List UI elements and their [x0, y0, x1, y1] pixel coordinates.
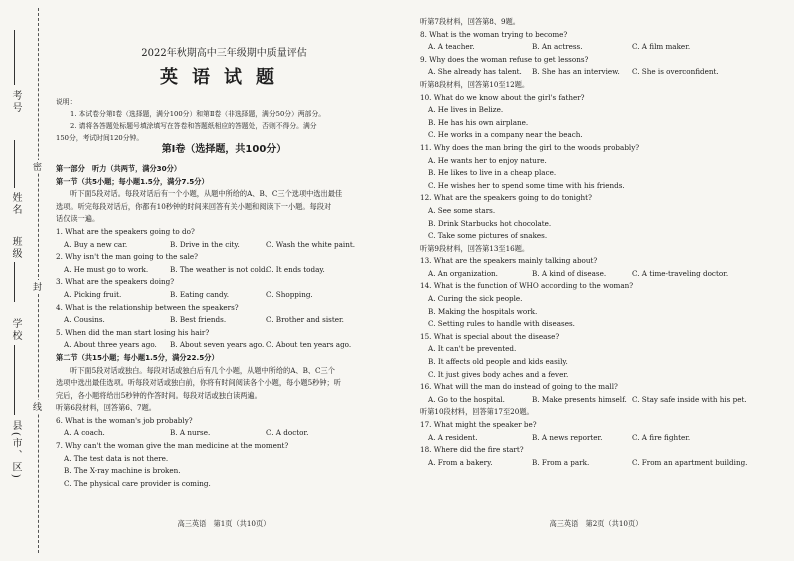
option-line: C. Take some pictures of snakes. [428, 231, 548, 241]
option-line: C. He works in a company near the beach. [428, 130, 583, 140]
county-label: 县(市、区) [10, 420, 21, 480]
name-label: 姓名 [10, 192, 21, 216]
text-line: 听第8段材料，回答第10至12题。 [420, 79, 530, 89]
class-blank [14, 262, 15, 302]
option-b: B. A nurse. [170, 428, 211, 438]
text-line: 完后，各小题将给出5秒钟的作答时间。每段对话或独白读两遍。 [56, 390, 262, 400]
option-line: B. It affects old people and kids easily. [428, 357, 568, 367]
question-stem: 2. Why isn't the man going to the sale? [56, 252, 199, 262]
question-stem: 7. Why can't the woman give the man medicine at the moment? [56, 441, 289, 451]
option-line: C. The physical care provider is coming. [64, 478, 211, 488]
instructions [56, 96, 392, 144]
part1-heading: 第Ⅰ卷（选择题，共100分） [161, 144, 287, 155]
options-row [420, 66, 772, 79]
options-row [56, 427, 392, 440]
question-stem: 18. Where did the fire start? [420, 445, 524, 455]
option-b: B. From a park. [532, 457, 590, 467]
question-stem: 8. What is the woman trying to become? [420, 29, 568, 39]
page-footer-2: 高三英语 第2页（共10页） [549, 519, 643, 528]
option-a: A. A coach. [64, 428, 105, 438]
question-stem: 17. What might the speaker be? [420, 420, 537, 429]
text-line: 听第10段材料，回答第17至20题。 [420, 407, 534, 417]
question-stem: 14. What is the function of WHO according to the woman? [420, 281, 634, 291]
exam-no-label: 考号 [10, 90, 21, 114]
option-line: B. The X-ray machine is broken. [64, 466, 181, 476]
option-line: C. It just gives body aches and a fever. [428, 369, 569, 379]
options-row [56, 289, 392, 302]
option-b: B. Drive in the city. [170, 239, 240, 249]
exam-no-blank [14, 30, 15, 85]
option-line: A. It can't be prevented. [428, 344, 517, 354]
text-line: 选项中选出最佳选项。听每段对话或独白前，你将有时间阅读各个小题，每小题5秒钟；听 [56, 378, 341, 388]
option-c: C. A time-traveling doctor. [632, 268, 729, 278]
option-c: C. About ten years ago. [266, 340, 352, 350]
options-row [420, 457, 772, 470]
option-line: A. He lives in Belize. [428, 105, 504, 115]
exam-title: 2022年秋期高中三年级期中质量评估 [141, 48, 307, 59]
option-line: B. Making the hospitals work. [428, 306, 538, 316]
option-a: A. She already has talent. [428, 67, 522, 77]
options-row [420, 432, 772, 445]
school-label: 学校 [10, 318, 21, 342]
text-line: 听第6段材料，回答第6、7题。 [56, 403, 156, 413]
page-footer-1: 高三英语 第1页（共10页） [177, 519, 271, 528]
question-stem: 10. What do we know about the girl's father? [420, 92, 585, 102]
options-row [56, 314, 392, 327]
option-c: C. Wash the white paint. [266, 239, 356, 249]
question-stem: 5. When did the man start losing his hair? [56, 327, 210, 337]
option-a: A. Picking fruit. [64, 289, 122, 299]
option-line: B. He likes to live in a cheap place. [428, 168, 557, 178]
section-heading: 第一部分 听力（共两节，满分30分） [56, 164, 182, 173]
option-line: C. He wishes her to spend some time with his friends. [428, 180, 625, 190]
cut-mark-2: 封 [33, 280, 42, 293]
section-heading: 第一节（共5小题；每小题1.5分，满分7.5分） [56, 176, 209, 186]
option-line: C. Setting rules to handle with diseases. [428, 319, 575, 329]
option-a: A. Cousins. [64, 315, 105, 325]
directions-text: 听下面5段对话或独白。每段对话或独白后有几个小题，从题中所给的A、B、C三个 [70, 365, 335, 375]
cut-mark-3: 线 [33, 400, 42, 413]
question-stem: 3. What are the speakers doing? [56, 277, 175, 287]
question-stem: 11. Why does the man bring the girl to the woods probably? [420, 142, 640, 152]
options-row [56, 264, 392, 277]
option-c: C. It ends today. [266, 264, 325, 274]
option-a: A. An organization. [428, 268, 498, 278]
section-heading: 第二节（共15小题；每小题1.5分，满分22.5分） [56, 352, 219, 362]
instruction-line: 150分，考试时间120分钟。 [56, 134, 144, 142]
option-a: A. Buy a new car. [64, 239, 128, 249]
school-blank [14, 345, 15, 415]
option-c: C. A doctor. [266, 428, 309, 438]
question-stem: 6. What is the woman's job probably? [56, 415, 193, 425]
option-b: B. A kind of disease. [532, 268, 607, 278]
question-stem: 1. What are the speakers going to do? [56, 226, 195, 236]
option-c: C. From an apartment building. [632, 457, 748, 467]
option-c: C. Shopping. [266, 289, 313, 299]
text-line: 听第7段材料，回答第8、9题。 [420, 17, 520, 26]
option-c: C. She is overconfident. [632, 67, 719, 77]
option-b: B. About seven years ago. [170, 340, 265, 350]
option-b: B. She has an interview. [532, 67, 620, 77]
option-b: B. An actress. [532, 42, 583, 52]
option-line: B. He has his own airplane. [428, 117, 529, 127]
option-b: B. Make presents himself. [532, 394, 627, 404]
text-line: 话仅读一遍。 [56, 214, 100, 224]
option-line: A. He wants her to enjoy nature. [428, 155, 547, 165]
question-stem: 12. What are the speakers going to do tonight? [420, 193, 592, 203]
options-row [420, 394, 772, 407]
option-b: B. Eating candy. [170, 289, 230, 299]
option-a: A. A teacher. [428, 42, 475, 52]
option-a: A. Go to the hospital. [428, 394, 505, 404]
right-questions [420, 16, 772, 469]
option-line: B. Drink Starbucks hot chocolate. [428, 218, 552, 228]
right-column [420, 0, 772, 561]
option-b: B. A news reporter. [532, 432, 603, 442]
option-c: C. Brother and sister. [266, 315, 344, 325]
option-line: A. See some stars. [428, 205, 496, 215]
class-label: 班级 [10, 236, 21, 260]
name-blank [14, 140, 15, 188]
option-a: A. About three years ago. [64, 340, 157, 350]
option-c: C. Stay safe inside with his pet. [632, 394, 747, 404]
option-c: C. A fire fighter. [632, 432, 691, 442]
instruction-line: 2. 请将各答题处标题号填涂填写在答卷和答题纸相应的答题处，否则不得分。满分 [70, 122, 317, 130]
options-row [56, 239, 392, 252]
option-b: B. The weather is not cold. [170, 264, 268, 274]
question-stem: 13. What are the speakers mainly talking about? [420, 256, 598, 266]
cut-mark-1: 密 [33, 160, 42, 173]
option-a: A. A resident. [428, 432, 478, 442]
instruction-line: 1. 本试卷分第Ⅰ卷（选择题，满分100分）和第Ⅱ卷（非选择题，满分50分）两部分。 [70, 110, 326, 118]
option-c: C. A film maker. [632, 42, 691, 52]
question-stem: 4. What is the relationship between the speakers? [56, 302, 239, 312]
text-line: 选项。听完每段对话后，你都有10秒钟的时间来回答有关小题和阅读下一小题。每段对 [56, 201, 332, 211]
option-line: A. The test data is not there. [64, 453, 169, 463]
question-stem: 15. What is special about the disease? [420, 331, 560, 341]
text-line: 听第9段材料，回答第13至16题。 [420, 243, 530, 253]
option-a: A. From a bakery. [428, 457, 493, 467]
options-row [420, 268, 772, 281]
left-questions [56, 163, 392, 490]
directions-text: 听下面5段对话。每段对话后有一个小题，从题中所给的A、B、C三个选项中选出最佳 [70, 189, 343, 199]
options-row [56, 339, 392, 352]
subject-title: 英语试题 [160, 67, 288, 88]
left-column [56, 0, 392, 561]
option-b: B. Best friends. [170, 315, 227, 325]
option-a: A. He must go to work. [64, 264, 149, 274]
instruction-line: 说明： [56, 98, 77, 106]
option-line: A. Curing the sick people. [428, 294, 523, 304]
binding-margin [0, 0, 44, 561]
question-stem: 9. Why does the woman refuse to get lessons? [420, 54, 589, 64]
options-row [420, 41, 772, 54]
question-stem: 16. What will the man do instead of going to the mall? [420, 382, 618, 392]
